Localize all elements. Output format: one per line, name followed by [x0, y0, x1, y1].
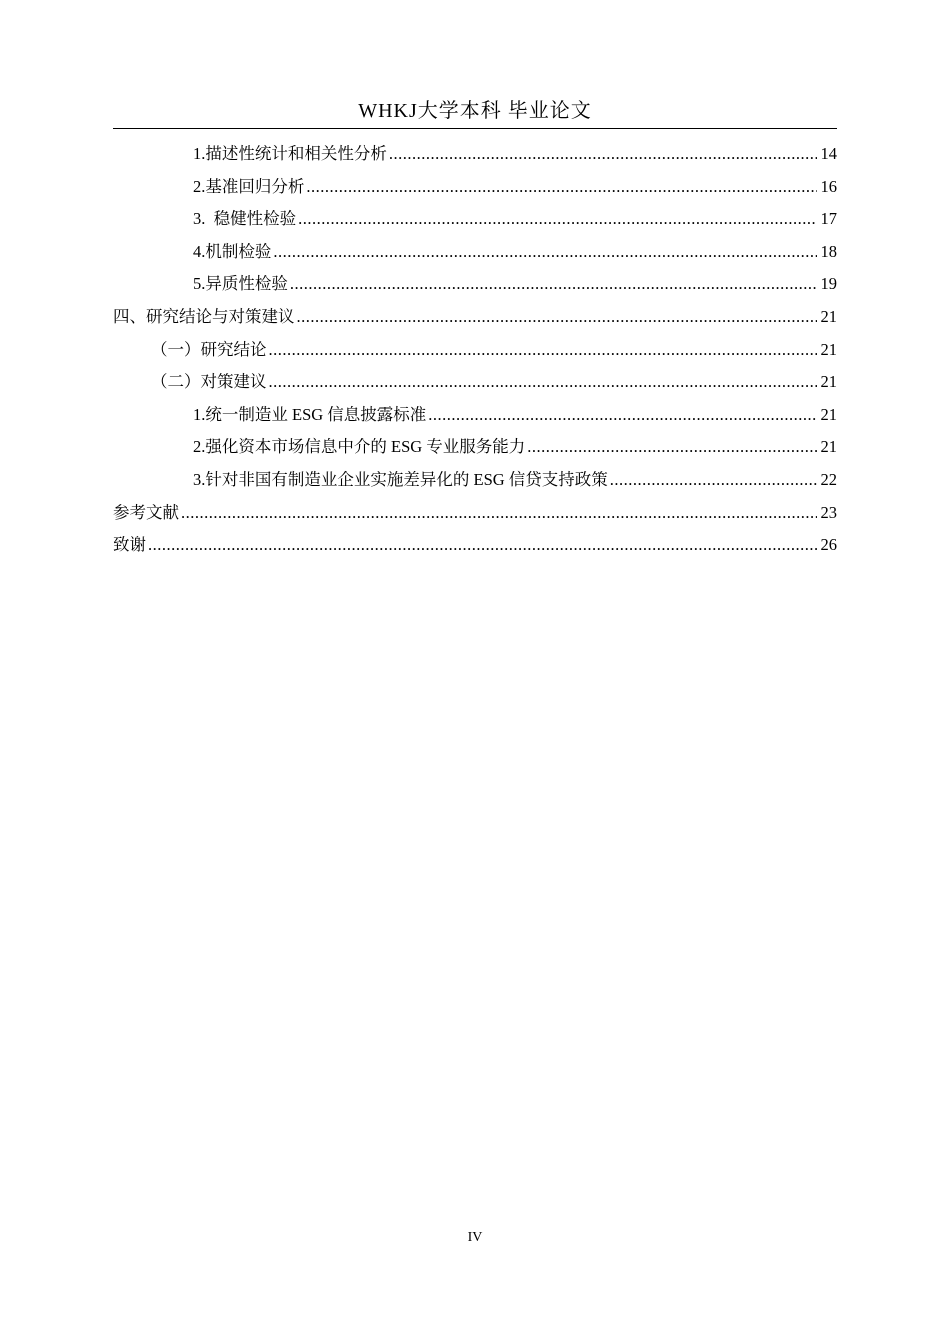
toc-leader-dots: [610, 464, 817, 497]
toc-entry-title: 参考文献: [113, 502, 179, 522]
toc-leader-dots: [269, 334, 818, 367]
toc-entry-title: 2.强化资本市场信息中介的 ESG 专业服务能力: [193, 437, 526, 457]
toc-entry[interactable]: [113, 138, 837, 171]
toc-entry-title: 3. 稳健性检验: [193, 209, 297, 229]
toc-leader-dots: [148, 529, 817, 562]
toc-entry-title: 四、研究结论与对策建议: [113, 306, 295, 326]
toc-entry[interactable]: [113, 203, 837, 236]
toc-leader-dots: [389, 138, 817, 171]
toc-leader-dots: [290, 268, 817, 301]
running-header: WHKJ大学本科 毕业论文: [358, 100, 592, 122]
toc-entry-page: 22: [820, 469, 837, 489]
toc-entry[interactable]: [113, 497, 837, 530]
toc-entry-page: 21: [820, 437, 837, 457]
toc-entry-page: 26: [820, 535, 837, 555]
toc-entry[interactable]: [113, 268, 837, 301]
toc-entry-page: 21: [820, 372, 837, 392]
toc-entry[interactable]: [113, 399, 837, 432]
toc-entry-title: （一）研究结论: [151, 339, 267, 359]
toc-entry-title: 1.描述性统计和相关性分析: [193, 144, 387, 163]
toc-leader-dots: [527, 431, 817, 464]
toc-entry-page: 17: [820, 209, 837, 229]
toc-entry[interactable]: [113, 236, 837, 269]
toc-entry-page: 21: [820, 306, 837, 326]
toc-leader-dots: [269, 366, 818, 399]
toc-entry-title: 1.统一制造业 ESG 信息披露标准: [193, 404, 427, 424]
toc-entry[interactable]: [113, 301, 837, 334]
toc-entry-page: 23: [820, 502, 837, 522]
toc-entry-title: （二）对策建议: [151, 372, 267, 392]
toc-entry-title: 5.异质性检验: [193, 274, 288, 294]
toc-entry-page: 21: [820, 404, 837, 424]
toc-entry-title: 3.针对非国有制造业企业实施差异化的 ESG 信贷支持政策: [193, 469, 608, 489]
toc-entry[interactable]: [113, 334, 837, 367]
toc-entry-title: 2.基准回归分析: [193, 176, 305, 196]
page-number: IV: [467, 1230, 483, 1245]
toc-leader-dots: [297, 301, 818, 334]
toc-entry-page: 18: [820, 241, 837, 261]
toc-entry[interactable]: [113, 431, 837, 464]
toc-entry[interactable]: [113, 366, 837, 399]
toc-leader-dots: [306, 171, 817, 204]
toc-entry[interactable]: [113, 464, 837, 497]
toc-entry-page: 16: [820, 176, 837, 196]
toc-leader-dots: [298, 203, 817, 236]
toc-entry-title: 4.机制检验: [193, 241, 272, 261]
toc-entry-page: 19: [820, 274, 837, 294]
toc-entry-page: 14: [820, 144, 837, 163]
toc-entry-page: 21: [820, 339, 837, 359]
header-divider: [113, 128, 837, 129]
table-of-contents: [113, 138, 837, 562]
toc-leader-dots: [428, 399, 817, 432]
toc-leader-dots: [181, 497, 817, 530]
toc-entry[interactable]: [113, 529, 837, 562]
toc-entry[interactable]: [113, 171, 837, 204]
toc-leader-dots: [273, 236, 817, 269]
toc-entry-title: 致谢: [113, 535, 146, 555]
